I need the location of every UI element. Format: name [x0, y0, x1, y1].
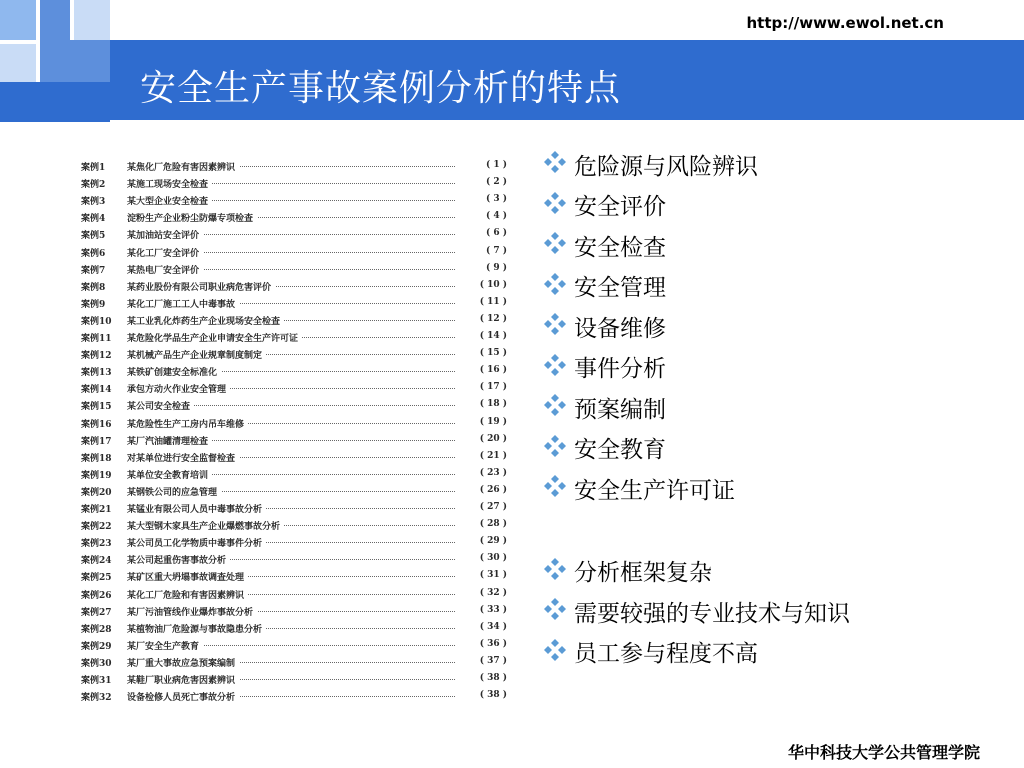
toc-case-title: 某危险性生产工房内吊车维修 — [127, 417, 248, 430]
bullet-text: 安全评价 — [574, 194, 666, 221]
toc-case-number: 案例14 — [81, 385, 112, 396]
toc-case-number: 案例27 — [81, 607, 112, 618]
toc-case-number: 案例16 — [81, 419, 112, 430]
toc-case-title: 某焦化厂危险有害因素辨识 — [127, 160, 239, 173]
bullet-group-gap — [540, 509, 850, 551]
toc-page-number: ( 28 ) — [479, 519, 507, 530]
toc-row — [81, 226, 507, 242]
toc-row — [81, 346, 507, 362]
toc-case-number: 案例8 — [81, 282, 106, 293]
toc-row — [81, 415, 507, 431]
bullet-item — [540, 185, 850, 226]
toc-page-number: ( 34 ) — [479, 621, 507, 632]
toc-case-number: 案例17 — [81, 436, 112, 447]
toc-case-title: 某机械产品生产企业规章制度制定 — [127, 348, 266, 361]
bullet-item — [540, 144, 850, 185]
bullet-item — [540, 387, 850, 428]
toc-case-title: 某工业乳化炸药生产企业现场安全检查 — [127, 314, 284, 327]
toc-row — [81, 688, 507, 704]
bullet-text: 员工参与程度不高 — [574, 641, 758, 668]
toc-page-number: ( 23 ) — [479, 467, 507, 478]
toc-page-number: ( 1 ) — [485, 160, 507, 170]
four-diamond-bullet-icon — [540, 596, 570, 626]
four-diamond-bullet-icon — [540, 230, 570, 260]
toc-page-number: ( 30 ) — [479, 553, 507, 564]
toc-row — [81, 261, 507, 277]
toc-row — [81, 209, 507, 225]
bullet-item — [540, 347, 850, 388]
decor-square — [40, 0, 70, 40]
toc-row — [81, 483, 507, 499]
toc-case-title: 某公司安全检查 — [127, 399, 194, 412]
toc-case-number: 案例29 — [81, 641, 112, 652]
toc-case-title: 某化工厂施工工人中毒事故 — [127, 297, 239, 310]
toc-row — [81, 278, 507, 294]
slide-title: 安全生产事故案例分析的特点 — [140, 68, 622, 109]
toc-case-number: 案例15 — [81, 402, 112, 413]
toc-case-title: 某鞋厂职业病危害因素辨识 — [127, 673, 239, 686]
toc-case-number: 案例6 — [81, 248, 106, 259]
toc-page-number: ( 37 ) — [479, 655, 507, 666]
toc-page-number: ( 27 ) — [479, 502, 507, 512]
toc-page-number: ( 21 ) — [479, 450, 507, 461]
decor-square — [74, 0, 110, 40]
toc-case-number: 案例5 — [81, 231, 106, 242]
bullet-item — [540, 632, 850, 673]
toc-case-number: 案例20 — [81, 487, 112, 498]
toc-row — [81, 158, 507, 174]
bullet-text: 分析框架复杂 — [574, 560, 712, 587]
bullet-text: 预案编制 — [574, 396, 666, 423]
toc-case-title: 某施工现场安全检查 — [127, 177, 212, 190]
toc-case-title: 某化工厂危险和有害因素辨识 — [127, 588, 248, 601]
toc-page-number: ( 19 ) — [479, 416, 507, 427]
toc-case-title: 某公司员工化学物质中毒事件分析 — [127, 536, 266, 549]
toc-row — [81, 192, 507, 208]
toc-case-title: 淀粉生产企业粉尘防爆专项检查 — [127, 211, 257, 224]
toc-page-number: ( 14 ) — [479, 331, 507, 341]
four-diamond-bullet-icon — [540, 556, 570, 586]
toc-page-number: ( 3 ) — [485, 194, 507, 205]
bullet-item — [540, 266, 850, 307]
toc-case-title: 某药业股份有限公司职业病危害评价 — [127, 280, 275, 293]
toc-page-number: ( 9 ) — [485, 262, 507, 273]
bullet-item — [540, 428, 850, 469]
toc-row — [81, 449, 507, 465]
toc-case-number: 案例22 — [81, 522, 112, 533]
four-diamond-bullet-icon — [540, 271, 570, 301]
toc-case-title: 某危险化学品生产企业申请安全生产许可证 — [127, 331, 302, 344]
toc-case-title: 某矿区重大坍塌事故调查处理 — [127, 570, 248, 583]
four-diamond-bullet-icon — [540, 190, 570, 220]
toc-case-number: 案例10 — [81, 316, 112, 327]
toc-row — [81, 432, 507, 448]
toc-case-number: 案例13 — [81, 368, 112, 379]
four-diamond-bullet-icon — [540, 637, 570, 667]
toc-row — [81, 466, 507, 482]
toc-row — [81, 568, 507, 584]
toc-case-title: 设备检修人员死亡事故分析 — [127, 690, 239, 703]
toc-row — [81, 551, 507, 567]
toc-case-number: 案例9 — [81, 299, 106, 310]
toc-page-number: ( 36 ) — [479, 638, 507, 649]
toc-page-number: ( 18 ) — [479, 399, 507, 410]
toc-page-number: ( 12 ) — [479, 313, 507, 324]
decor-square — [0, 44, 36, 82]
toc-case-title: 某公司起重伤害事故分析 — [127, 553, 230, 566]
toc-case-title: 某单位安全教育培训 — [127, 468, 212, 481]
toc-case-title: 某大型企业安全检查 — [127, 194, 212, 207]
toc-case-number: 案例31 — [81, 676, 112, 686]
toc-page-number: ( 16 ) — [479, 365, 507, 376]
toc-case-title: 某厂安全生产教育 — [127, 639, 203, 652]
toc-row — [81, 397, 507, 413]
toc-row — [81, 500, 507, 516]
toc-case-number: 案例2 — [81, 180, 106, 191]
toc-row — [81, 329, 507, 345]
toc-case-number: 案例30 — [81, 658, 112, 669]
toc-case-number: 案例7 — [81, 265, 106, 276]
toc-case-number: 案例26 — [81, 590, 112, 601]
toc-page-number: ( 11 ) — [479, 296, 507, 307]
four-diamond-bullet-icon — [540, 392, 570, 422]
toc-row — [81, 637, 507, 653]
toc-case-number: 案例24 — [81, 556, 112, 567]
toc-case-number: 案例3 — [81, 197, 106, 208]
bullet-group-secondary — [540, 551, 850, 673]
toc-case-title: 某厂污油管线作业爆炸事故分析 — [127, 605, 257, 618]
toc-row — [81, 603, 507, 619]
toc-case-title: 某大型钢木家具生产企业爆燃事故分析 — [127, 519, 284, 532]
toc-case-title: 某锰业有限公司人员中毒事故分析 — [127, 502, 266, 515]
toc-page-number: ( 15 ) — [479, 348, 507, 359]
toc-page-number: ( 2 ) — [485, 177, 507, 188]
toc-case-number: 案例23 — [81, 539, 112, 550]
toc-case-title: 某厂重大事故应急预案编制 — [127, 656, 239, 669]
toc-case-number: 案例21 — [81, 505, 112, 515]
toc-case-title: 某加油站安全评价 — [127, 228, 203, 241]
bullet-item — [540, 225, 850, 266]
bullet-text: 危险源与风险辨识 — [574, 153, 758, 180]
bullet-item — [540, 591, 850, 632]
toc-page-number: ( 29 ) — [479, 536, 507, 547]
four-diamond-bullet-icon — [540, 473, 570, 503]
bullet-item — [540, 468, 850, 509]
toc-page-number: ( 38 ) — [479, 690, 507, 701]
toc-row — [81, 244, 507, 260]
toc-case-title: 某化工厂安全评价 — [127, 246, 203, 259]
bullet-text: 安全生产许可证 — [574, 477, 735, 504]
toc-page-number: ( 26 ) — [479, 484, 507, 495]
bullet-item — [540, 306, 850, 347]
toc-case-number: 案例32 — [81, 693, 112, 704]
toc-row — [81, 586, 507, 602]
toc-page-number: ( 20 ) — [479, 433, 507, 444]
toc-row — [81, 175, 507, 191]
bullet-list — [540, 144, 850, 672]
toc-page-number: ( 31 ) — [479, 570, 507, 581]
bullet-text: 设备维修 — [574, 315, 666, 342]
bullet-item — [540, 551, 850, 592]
toc-row — [81, 671, 507, 687]
toc-page-number: ( 6 ) — [485, 228, 507, 239]
toc-row — [81, 380, 507, 396]
four-diamond-bullet-icon — [540, 352, 570, 382]
toc-page-number: ( 32 ) — [479, 587, 507, 598]
toc-row — [81, 295, 507, 311]
toc-row — [81, 620, 507, 636]
case-index-image — [75, 150, 513, 720]
toc-case-number: 案例18 — [81, 453, 112, 464]
toc-row — [81, 534, 507, 550]
toc-page-number: ( 7 ) — [485, 245, 507, 256]
bullet-text: 安全检查 — [574, 234, 666, 261]
toc-row — [81, 517, 507, 533]
bullet-text: 安全教育 — [574, 437, 666, 464]
toc-page-number: ( 38 ) — [479, 673, 507, 683]
toc-case-number: 案例4 — [81, 214, 106, 225]
toc-case-number: 案例1 — [81, 163, 106, 173]
toc-case-title: 某钢铁公司的应急管理 — [127, 485, 221, 498]
toc-case-title: 对某单位进行安全监督检查 — [127, 451, 239, 464]
toc-case-title: 某厂汽油罐清理检查 — [127, 434, 212, 447]
toc-page-number: ( 33 ) — [479, 604, 507, 615]
bullet-text: 需要较强的专业技术与知识 — [574, 600, 850, 627]
footer-institution: 华中科技大学公共管理学院 — [787, 743, 980, 762]
toc-case-title: 某植物油厂危险源与事故隐患分析 — [127, 622, 266, 635]
four-diamond-bullet-icon — [540, 433, 570, 463]
bullet-text: 安全管理 — [574, 275, 666, 302]
toc-row — [81, 654, 507, 670]
toc-case-title: 承包方动火作业安全管理 — [127, 382, 230, 395]
decor-square — [0, 0, 36, 40]
toc-case-title: 某热电厂安全评价 — [127, 263, 203, 276]
bullet-text: 事件分析 — [574, 356, 666, 383]
toc-case-number: 案例11 — [81, 334, 112, 344]
toc-case-number: 案例25 — [81, 573, 112, 584]
toc-case-number: 案例28 — [81, 624, 112, 635]
header-url: http://www.ewol.net.cn — [746, 14, 944, 32]
toc-case-number: 案例12 — [81, 351, 112, 362]
toc-case-number: 案例19 — [81, 470, 112, 481]
toc-case-title: 某铁矿创建安全标准化 — [127, 365, 221, 378]
toc-page-number: ( 4 ) — [485, 211, 507, 222]
toc-page-number: ( 17 ) — [479, 382, 507, 393]
four-diamond-bullet-icon — [540, 311, 570, 341]
toc-row — [81, 363, 507, 379]
bullet-group-primary — [540, 144, 850, 509]
toc-row — [81, 312, 507, 328]
toc-page-number: ( 10 ) — [479, 279, 507, 290]
four-diamond-bullet-icon — [540, 149, 570, 179]
